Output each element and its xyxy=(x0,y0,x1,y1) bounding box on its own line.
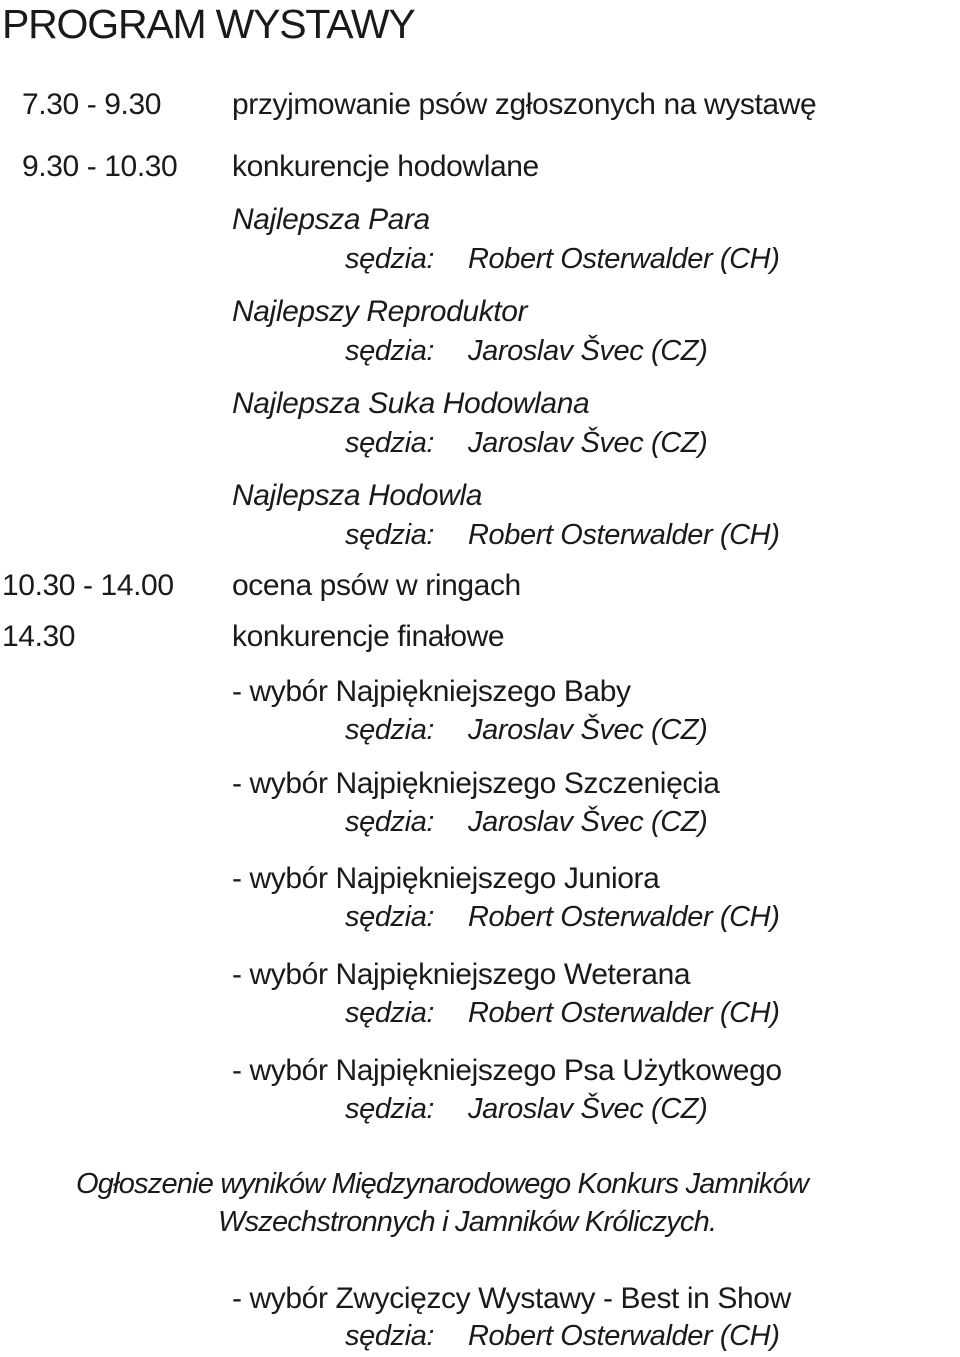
best-in-show: - wybór Zwycięzcy Wystawy - Best in Show xyxy=(232,1282,791,1315)
judge-name: Jaroslav Švec (CZ) xyxy=(468,335,708,367)
judge-label: sędzia: xyxy=(345,243,435,275)
schedule-time: 9.30 - 10.30 xyxy=(22,150,178,183)
judge-label: sędzia: xyxy=(345,427,435,459)
judge-name: Jaroslav Švec (CZ) xyxy=(468,1093,708,1125)
judge-label: sędzia: xyxy=(345,1320,435,1352)
final-competition: - wybór Najpiękniejszego Szczenięcia xyxy=(232,767,720,800)
judge-name: Robert Osterwalder (CH) xyxy=(468,1320,780,1352)
judge-label: sędzia: xyxy=(345,806,435,838)
page-title: PROGRAM WYSTAWY xyxy=(2,1,415,47)
judge-name: Jaroslav Švec (CZ) xyxy=(468,714,708,746)
announcement-line: Wszechstronnych i Jamników Króliczych. xyxy=(218,1206,717,1238)
competition-name: Najlepsza Hodowla xyxy=(232,479,483,512)
final-competition: - wybór Najpiękniejszego Psa Użytkowego xyxy=(232,1054,782,1087)
schedule-time: 14.30 xyxy=(2,620,76,653)
judge-label: sędzia: xyxy=(345,901,435,933)
schedule-activity: konkurencje hodowlane xyxy=(232,150,539,183)
announcement-line: Ogłoszenie wyników Międzynarodowego Konkurs Jamników xyxy=(76,1168,809,1200)
judge-name: Robert Osterwalder (CH) xyxy=(468,997,780,1029)
schedule-activity: ocena psów w ringach xyxy=(232,569,521,602)
final-competition: - wybór Najpiękniejszego Juniora xyxy=(232,862,660,895)
judge-label: sędzia: xyxy=(345,335,435,367)
judge-label: sędzia: xyxy=(345,997,435,1029)
competition-name: Najlepsza Para xyxy=(232,203,430,236)
schedule-time: 7.30 - 9.30 xyxy=(22,88,162,121)
final-competition: - wybór Najpiękniejszego Baby xyxy=(232,675,631,708)
judge-name: Robert Osterwalder (CH) xyxy=(468,243,780,275)
judge-label: sędzia: xyxy=(345,519,435,551)
judge-label: sędzia: xyxy=(345,714,435,746)
judge-name: Robert Osterwalder (CH) xyxy=(468,901,780,933)
judge-name: Jaroslav Švec (CZ) xyxy=(468,427,708,459)
schedule-activity: przyjmowanie psów zgłoszonych na wystawę xyxy=(232,88,817,121)
judge-name: Robert Osterwalder (CH) xyxy=(468,519,780,551)
final-competition: - wybór Najpiękniejszego Weterana xyxy=(232,958,691,991)
schedule-activity: konkurencje finałowe xyxy=(232,620,505,653)
judge-name: Jaroslav Švec (CZ) xyxy=(468,806,708,838)
judge-label: sędzia: xyxy=(345,1093,435,1125)
competition-name: Najlepszy Reproduktor xyxy=(232,295,528,328)
competition-name: Najlepsza Suka Hodowlana xyxy=(232,387,590,420)
schedule-time: 10.30 - 14.00 xyxy=(2,569,174,602)
